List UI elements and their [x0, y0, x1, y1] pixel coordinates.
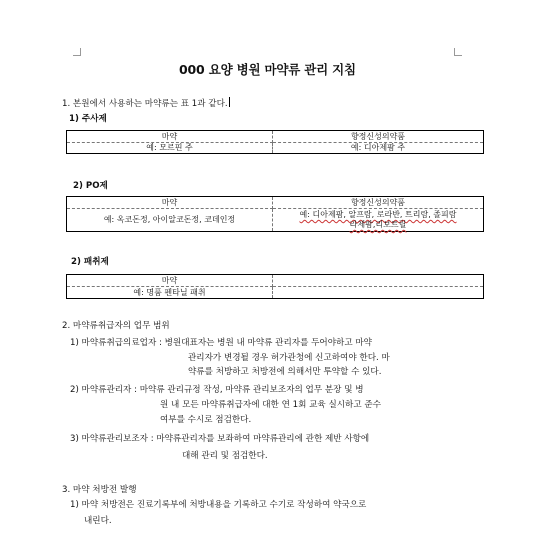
section2-item1-line2: 관리자가 변경될 경우 허가관청에 신고하여야 한다. 마	[188, 353, 390, 363]
patch-header-narcotic: 마약	[67, 275, 273, 287]
section2-item1-line3: 약류를 처방하고 처방전에 의해서만 투약할 수 있다.	[188, 367, 382, 377]
po-cell-psychotropic	[273, 209, 484, 232]
document-title: 000 요양 병원 마약류 관리 지침	[179, 62, 356, 77]
page-corner-mark-left	[73, 48, 81, 56]
injection-header-psychotropic: 향정신성의약품	[273, 131, 484, 143]
patch-header-empty	[273, 275, 484, 287]
po-psychotropic-line1: 예: 디아제팜, 알프람, 로라반, 트리람, 졸피람	[299, 210, 457, 219]
injection-header-narcotic: 마약	[67, 131, 273, 143]
injection-label: 1) 주사제	[69, 114, 107, 124]
section2-item1-line1: 1) 마약류취급의료업자 : 병원대표자는 병원 내 마약류 관리자를 두어야하고 마약	[70, 338, 372, 348]
patch-table	[66, 274, 484, 299]
section3-item1-line1: 1) 마약 처방전은 진료기록부에 처방내용을 기록하고 수기로 작성하여 약국으로	[70, 500, 367, 510]
po-label: 2) PO제	[73, 181, 108, 191]
po-psychotropic-line2: 라제팜,리보트릴	[349, 220, 407, 229]
section3-item1-line2: 내린다.	[84, 516, 112, 526]
section2-item3-line2: 대해 관리 및 점검한다.	[182, 451, 268, 461]
patch-cell-narcotic: 예: 명품 펜타닐 패취	[67, 287, 273, 299]
section3-heading: 3. 마약 처방전 발행	[62, 485, 137, 495]
page-corner-mark-right	[454, 48, 462, 56]
patch-cell-empty	[273, 287, 484, 299]
patch-label: 2) 패취제	[71, 257, 109, 267]
po-table	[66, 196, 484, 232]
po-header-narcotic: 마약	[67, 197, 273, 209]
section2-item2-line1: 2) 마약류관리자 : 마약류 관리규정 작성, 마약류 관리보조자의 업무 분장 및 병	[70, 385, 364, 395]
section2-item3-line1: 3) 마약류관리보조자 : 마약류관리자를 보좌하여 마약류관리에 관한 제반 사항에	[70, 434, 370, 444]
injection-cell-psychotropic: 예: 디아제팜 주	[273, 143, 484, 154]
section2-item2-line2: 원 내 모든 마약류취급자에 대한 연 1회 교육 실시하고 준수	[160, 400, 381, 410]
section1-intro[interactable]: 1. 본원에서 사용하는 마약류는 표 1과 같다.	[62, 99, 228, 109]
text-cursor	[229, 97, 230, 107]
po-cell-narcotic: 예: 옥코돈정, 아이알코돈정, 코데인정	[67, 209, 273, 232]
injection-cell-narcotic: 예: 모르핀 주	[67, 143, 273, 154]
section2-item2-line3: 여부를 수시로 점검한다.	[160, 415, 252, 425]
section2-heading: 2. 마약류취급자의 업무 범위	[62, 321, 170, 331]
po-header-psychotropic: 향정신성의약품	[273, 197, 484, 209]
injection-table	[66, 130, 484, 154]
